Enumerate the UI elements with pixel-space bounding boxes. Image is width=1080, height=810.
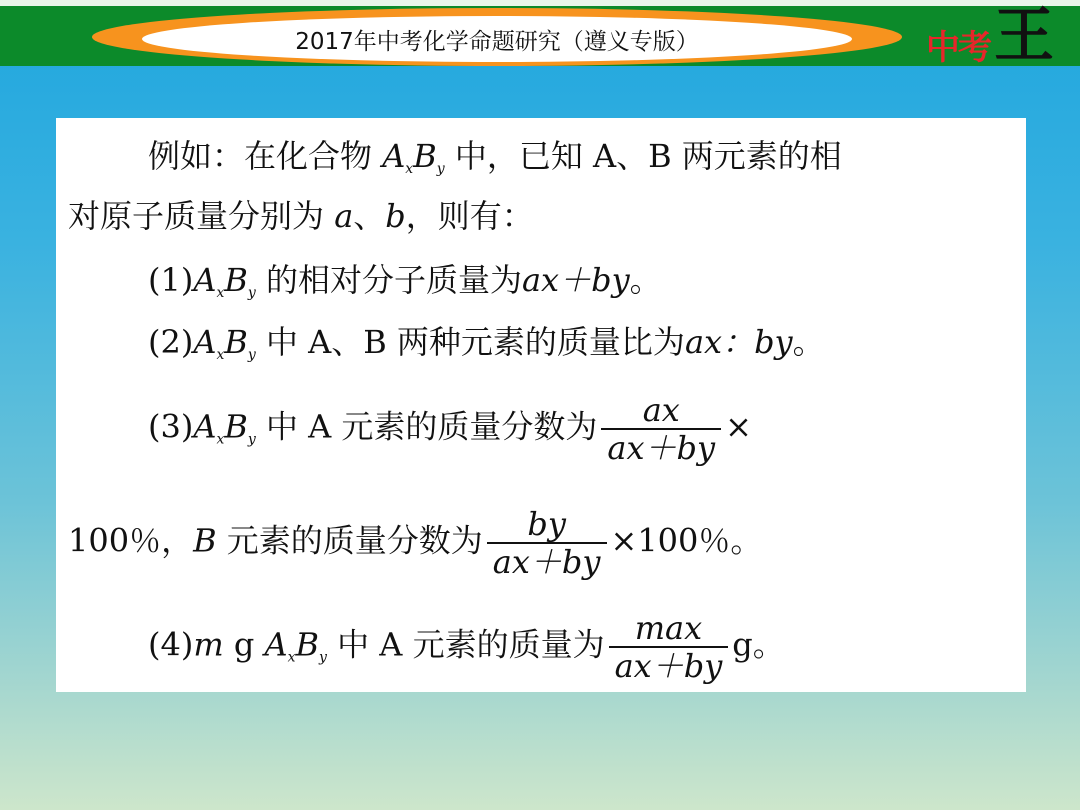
times-sign: ×: [725, 407, 752, 446]
subscript-x: x: [405, 161, 414, 177]
formula-B: B: [295, 625, 320, 664]
fraction-denominator: ax＋by: [607, 429, 716, 467]
item1-text: 的相对分子质量为: [255, 261, 522, 299]
formula-B: B: [224, 407, 248, 446]
item4-unit: g。: [732, 625, 785, 664]
item3-text: 中 A 元素的质量分数为: [255, 407, 598, 446]
line-2: [68, 197, 534, 235]
line2-suffix: ，则有：: [405, 197, 534, 235]
logo-king: 王: [994, 1, 1054, 71]
fraction-numerator: by: [487, 508, 607, 544]
subscript-x: x: [216, 431, 225, 448]
fraction-numerator: ax: [601, 394, 721, 430]
line-1: [148, 137, 842, 177]
percent-text: 100％，: [68, 521, 194, 560]
item2-label: (2): [148, 323, 194, 361]
fraction-A: [601, 391, 721, 467]
item2-expr: ax：by: [684, 323, 793, 361]
var-B: B: [193, 521, 217, 560]
item-3b: [68, 505, 763, 581]
formula-A: A: [382, 137, 406, 175]
fraction-B: [487, 505, 607, 581]
item-3: [148, 391, 752, 467]
fraction-mass: [609, 609, 729, 685]
formula-A: A: [264, 625, 288, 664]
item-1: [148, 261, 662, 301]
line1-prefix: 例如：在化合物: [148, 137, 383, 175]
subscript-y: y: [436, 161, 445, 177]
subscript-x: x: [216, 347, 225, 363]
unit-g: g: [223, 625, 265, 664]
item1-label: (1): [148, 261, 194, 299]
formula-B: B: [413, 137, 437, 175]
logo-text: 中考: [926, 28, 990, 68]
item3b-text: 元素的质量分数为: [216, 521, 483, 560]
subscript-x: x: [287, 649, 296, 666]
item2-text: 中 A、B 两种元素的质量比为: [255, 323, 685, 361]
item3b-tail: ×100％。: [610, 521, 763, 560]
content-panel: [56, 118, 1026, 692]
logo: [920, 1, 1070, 78]
item-2: [148, 323, 825, 363]
subscript-x: x: [216, 285, 225, 301]
line2-sep: 、: [353, 197, 386, 235]
var-a: a: [334, 197, 354, 235]
var-b: b: [385, 197, 406, 235]
var-m: m: [193, 625, 224, 664]
line2-text: 对原子质量分别为: [68, 197, 335, 235]
item4-text: 中 A 元素的质量为: [326, 625, 605, 664]
item4-label: (4): [148, 625, 194, 664]
formula-A: A: [193, 407, 217, 446]
formula-A: A: [193, 261, 217, 299]
subscript-y: y: [247, 431, 256, 448]
item1-end: 。: [629, 261, 662, 299]
formula-B: B: [224, 323, 248, 361]
fraction-numerator: max: [609, 612, 729, 648]
item2-end: 。: [792, 323, 825, 361]
fraction-denominator: ax＋by: [614, 647, 723, 685]
subscript-y: y: [247, 347, 256, 363]
item-4: [148, 609, 785, 685]
item1-expr: ax＋by: [521, 261, 630, 299]
formula-B: B: [224, 261, 248, 299]
line1-suffix: 中，已知 A、B 两元素的相: [444, 137, 842, 175]
fraction-denominator: ax＋by: [492, 543, 601, 581]
item3-label: (3): [148, 407, 194, 446]
subscript-y: y: [319, 649, 327, 666]
formula-A: A: [193, 323, 217, 361]
subscript-y: y: [247, 285, 256, 301]
page-title: 2017年中考化学命题研究（遵义专版）: [295, 28, 699, 55]
